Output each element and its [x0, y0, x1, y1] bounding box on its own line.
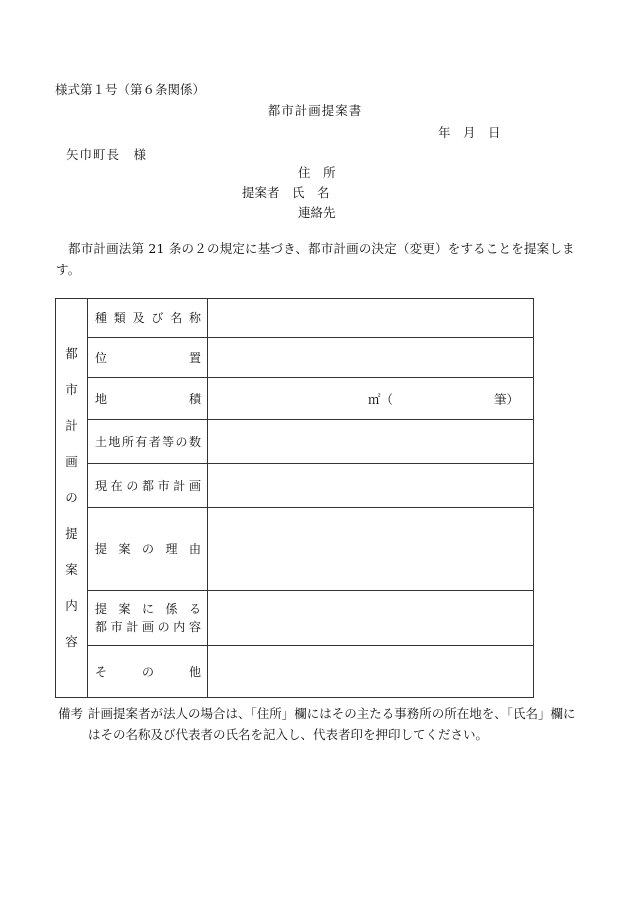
remarks: [58, 703, 578, 745]
parcel-count-suffix: 筆）: [493, 391, 519, 407]
location-field[interactable]: [208, 338, 534, 378]
label-text: 土 地 所 有 者 等 の 数: [95, 434, 201, 449]
form-code: 様式第１号（第６条関係）: [55, 82, 206, 97]
side-label-char: 案: [65, 562, 78, 577]
side-label-char: 内: [65, 598, 78, 613]
label-text: 提 案 に 係 る: [95, 602, 201, 616]
area-field[interactable]: [208, 378, 534, 420]
area-unit: ㎡（: [368, 391, 394, 407]
label-text: 種 類 及 び 名 称: [95, 311, 201, 325]
side-label-char: 都: [65, 346, 78, 361]
proposal-content-side-label: [56, 299, 88, 698]
table-row: [56, 299, 534, 338]
other-field[interactable]: [208, 646, 534, 698]
side-label-char: 画: [65, 454, 78, 469]
table-row: [56, 591, 534, 646]
label-text: 地 積: [95, 391, 201, 406]
table-row: [56, 646, 534, 698]
label-text: 提 案 の 理 由: [95, 542, 201, 556]
row-label-landowner-count: [88, 420, 208, 464]
contact-label: 連絡先: [298, 205, 336, 220]
label-text: 都 市 計 画 の 内 容: [95, 620, 201, 634]
side-label-char: 提: [65, 526, 78, 541]
type-and-name-field[interactable]: [208, 299, 534, 338]
table-row: [56, 464, 534, 508]
row-label-proposed-plan: [88, 591, 208, 646]
row-label-reason: [88, 508, 208, 591]
table-row: [56, 420, 534, 464]
side-label-char: 計: [65, 418, 78, 433]
proposed-plan-field[interactable]: [208, 591, 534, 646]
row-label-location: [88, 338, 208, 378]
table-row: [56, 338, 534, 378]
reason-field[interactable]: [208, 508, 534, 591]
label-text: 位 置: [95, 350, 201, 365]
address-label: 住 所: [298, 165, 336, 180]
addressee: 矢巾町長 様: [66, 147, 148, 162]
remarks-label: 備考: [58, 706, 84, 721]
row-label-area: [88, 378, 208, 420]
row-label-other: [88, 646, 208, 698]
side-label-char: 市: [65, 382, 78, 397]
row-label-type-and-name: [88, 299, 208, 338]
date-line: 年 月 日: [438, 125, 501, 140]
table-row: [56, 508, 534, 591]
proposer-name-label: 提案者 氏 名: [242, 185, 330, 200]
remarks-text: 計画提案者が法人の場合は、「住所」欄にはその主たる事務所の所在地を、「氏名」欄にはその名称及び代表者の氏名を記入し、代表者印を押印してください。: [88, 706, 576, 742]
label-text: そ の 他: [95, 664, 201, 679]
table-row: [56, 378, 534, 420]
document-title: 都市計画提案書: [267, 103, 363, 118]
proposal-statement: 都市計画法第 21 条の２の規定に基づき、都市計画の決定（変更）をすることを提案します。: [56, 241, 575, 277]
side-label-char: の: [65, 490, 78, 505]
row-label-current-plan: [88, 464, 208, 508]
landowner-count-field[interactable]: [208, 420, 534, 464]
proposal-content-table: [55, 298, 534, 698]
current-plan-field[interactable]: [208, 464, 534, 508]
side-label-char: 容: [65, 634, 78, 649]
label-text: 現 在 の 都 市 計 画: [95, 478, 201, 493]
